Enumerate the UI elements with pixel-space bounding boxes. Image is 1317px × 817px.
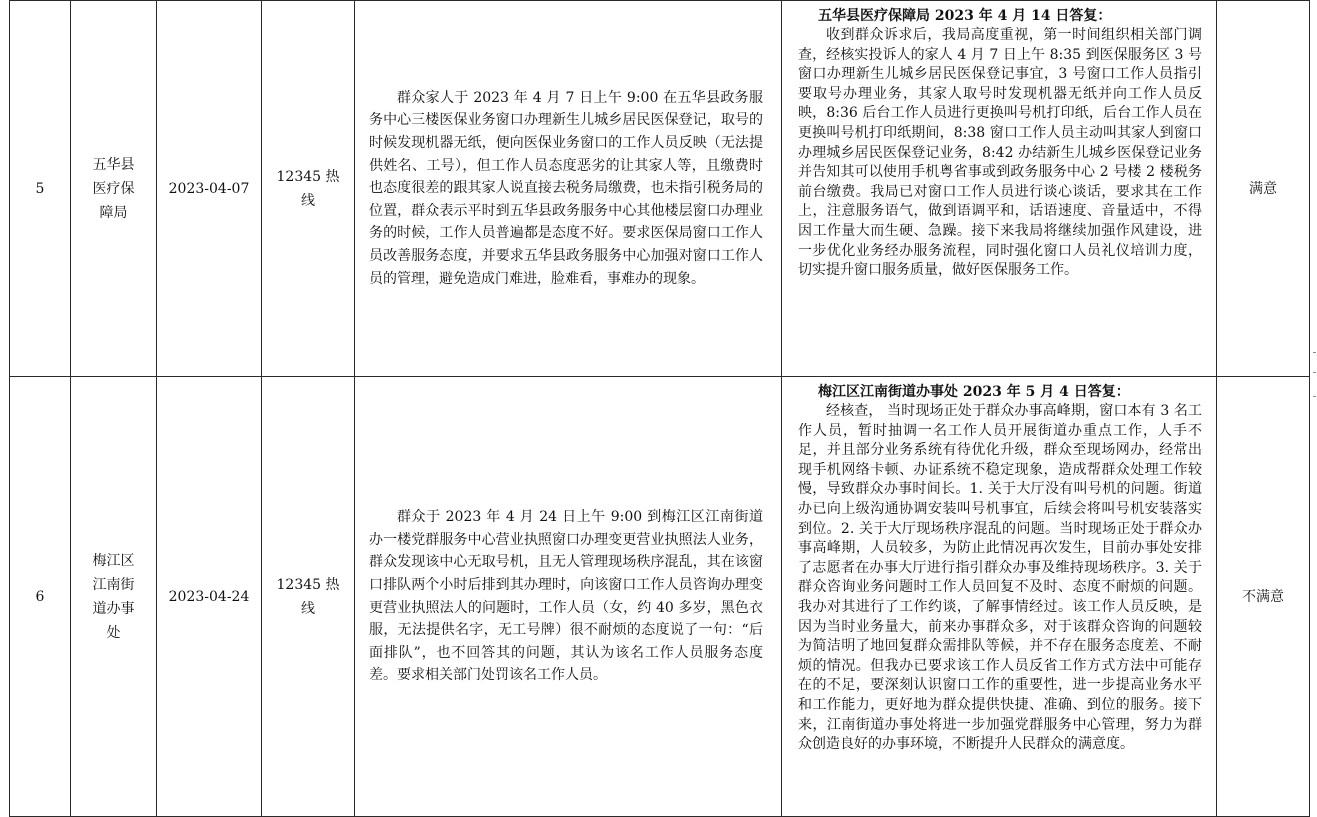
table-row xyxy=(10,1,1310,377)
page-edge-marker xyxy=(1313,396,1316,397)
complaint-date: 2023-04-24 xyxy=(157,377,262,817)
complaints-table xyxy=(9,0,1310,817)
complaint-source-text: 12345 热 线 xyxy=(276,168,340,209)
page-edge-marker xyxy=(1313,372,1316,373)
handling-unit xyxy=(71,1,157,377)
evaluation-result: 满意 xyxy=(1217,1,1310,377)
complaint-content xyxy=(355,377,782,817)
complaint-content-text: 群众家人于 2023 年 4 月 7 日上午 9:00 在五华县政务服务中心三楼医保业务窗口办理新生儿城乡居民医保登记，取号的时候发现机器无纸，便向医保业务窗口的工作人员反映（无法提供姓名、工号），但工作人员态度恶劣的让其家人等，且缴费时也态度很差的跟其家人说直接去税务局缴费，也未指引税务局的位置，群众表示平时到五华县政务服务中心其他楼层窗口办理业务的时候，工作人员普遍都是态度不好。要求医保局窗口工作人员改善服务态度，并要求五华县政务服务中心加强对窗口工作人员的管理，避免造成门难进，脸难看，事难办的现象。 xyxy=(369,89,763,287)
complaint-content-text: 群众于 2023 年 4 月 24 日上午 9:00 到梅江区江南街道办一楼党群服务中心营业执照窗口办理变更营业执照法人业务，群众发现该中心无取号机，且无人管理现场秩序混乱，其在该窗口排队两个小时后排到其办理时，向该窗口工作人员咨询办理变更营业执照法人的问题时，工作人员（女，约 40 多岁，黑色衣服，无法提供名字，无工号牌）很不耐烦的态度说了一句：“后面排队”，也不回答其的问题，其认为该名工作人员服务态度差。要求相关部门处罚该名工作人员。 xyxy=(369,509,763,684)
complaint-source-text: 12345 热 线 xyxy=(276,576,340,617)
handling-unit-text: 五华县 医疗保 障局 xyxy=(92,156,135,221)
complaint-source xyxy=(262,1,355,377)
table-row xyxy=(10,377,1310,817)
reply-cell xyxy=(782,1,1217,377)
page-edge-marker xyxy=(1313,352,1316,353)
reply-text: 收到群众诉求后，我局高度重视，第一时间组织相关部门调查，经核实投诉人的家人 4 月 7 日上午 8:35 到医保服务区 3 号窗口办理新生儿城乡居民医保登记事宜，3 号窗口工作人员指引要取号办理业务，其家人取号时发现机器无纸并向工作人员反映，8:36 后台工作人员进行更换叫号机打印纸，后台工作人员在更换叫号机打印纸期间，8:38 窗口工作人员主动叫其家人到窗口办理城乡居民医保登记业务，8:42 办结新生儿城乡医保登记业务并告知其可以使用手机粤省事或到政务服务中心 2 号楼 2 楼税务前台缴费。我局已对窗口工作人员进行谈心谈话，要求其在工作上，注意服务语气，做到语调平和，话语速度、音量适中，不得因工作量大而生硬、急躁。接下来我局将继续加强作风建设，进一步优化业务经办服务流程，同时强化窗口人员礼仪培训力度，切实提升窗口服务质量，做好医保服务工作。 xyxy=(798,27,1202,279)
reply-heading: 五华县医疗保障局 2023 年 4 月 14 日答复： xyxy=(818,8,1112,24)
row-number: 6 xyxy=(10,377,71,817)
handling-unit xyxy=(71,377,157,817)
reply-text: 经核查， 当时现场正处于群众办事高峰期，窗口本有 3 名工作人员，暂时抽调一名工作人员开展街道办重点工作，人手不足，并且部分业务系统有待优化升级，群众至现场网办，经常出现手机网络卡顿、办证系统不稳定现象，造成帮群众处理工作较慢，导致群众办事时间长。1. 关于大厅没有叫号机的问题。街道办已向上级沟通协调安装叫号机事宜，后续会将叫号机安装落实到位。2. 关于大厅现场秩序混乱的问题。当时现场正处于群众办事高峰期，人员较多，为防止此情况再次发生，目前办事处安排了志愿者在办事大厅进行指引群众办事及维持现场秩序。3. 关于群众咨询业务问题时工作人员回复不及时、态度不耐烦的问题。我办对其进行了工作约谈，了解事情经过。该工作人员反映，是因为当时业务量大，前来办事群众多，对于该群众咨询的问题较为简洁明了地回复群众需排队等候，并不存在服务态度差、不耐烦的情况。但我办已要求该工作人员反省工作方式方法中可能存在的不足，要深刻认识窗口工作的重要性，进一步提高业务水平和工作能力，更好地为群众提供快捷、准确、到位的服务。接下来，江南街道办事处将进一步加强党群服务中心管理，努力为群众创造良好的办事环境，不断提升人民群众的满意度。 xyxy=(798,403,1202,753)
handling-unit-text: 梅江区 江南街 道办事 处 xyxy=(92,552,135,641)
reply-cell xyxy=(782,377,1217,817)
complaint-source xyxy=(262,377,355,817)
reply-heading: 梅江区江南街道办事处 2023 年 5 月 4 日答复： xyxy=(818,384,1130,400)
complaint-date: 2023-04-07 xyxy=(157,1,262,377)
row-number: 5 xyxy=(10,1,71,377)
complaint-content xyxy=(355,1,782,377)
evaluation-result: 不满意 xyxy=(1217,377,1310,817)
